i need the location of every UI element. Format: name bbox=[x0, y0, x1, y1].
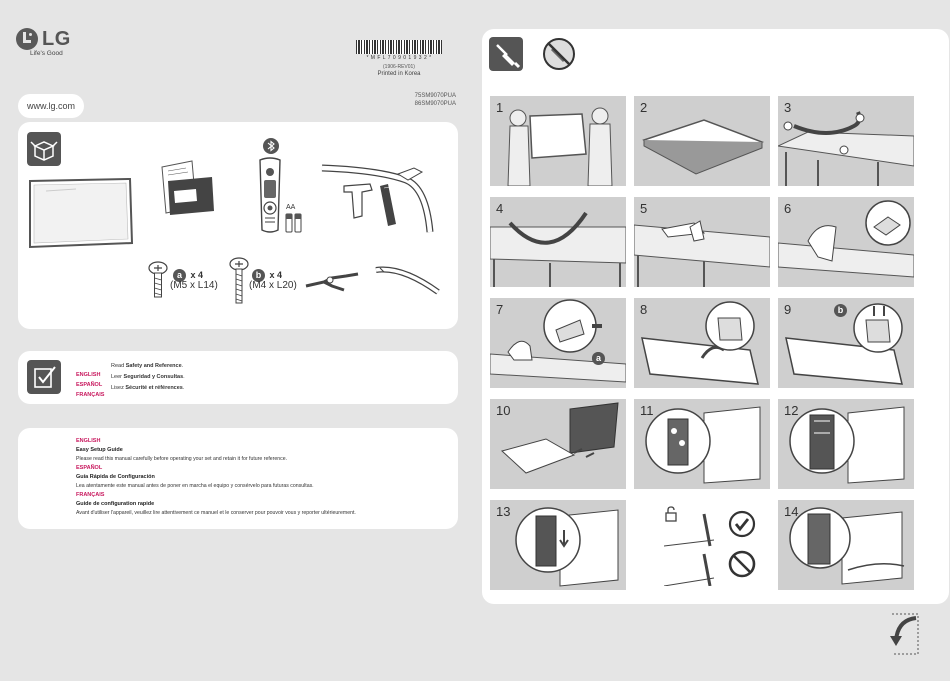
step-number: 10 bbox=[496, 403, 511, 418]
step-illustration bbox=[490, 197, 626, 287]
lg-logo-mark-icon bbox=[16, 28, 38, 50]
step-number: 1 bbox=[496, 100, 504, 115]
step-number: 11 bbox=[640, 403, 654, 418]
safety-doc-name: Seguridad y Consultas bbox=[123, 374, 184, 380]
printed-in: Printed in Korea bbox=[377, 71, 421, 77]
language-label: ENGLISH bbox=[76, 372, 101, 378]
magic-remote-illustration bbox=[254, 156, 286, 234]
guide-body: Lea atentamente este manual antes de poner en marcha el equipo y consérvelo para futuras consultas. bbox=[76, 483, 314, 489]
checklist-icon bbox=[27, 360, 61, 394]
website-link[interactable]: www.lg.com bbox=[18, 94, 84, 118]
screw-b-count: x 4 bbox=[269, 270, 282, 280]
lg-logo bbox=[16, 26, 86, 66]
safety-doc-name: Safety and Reference bbox=[125, 363, 182, 369]
step-card bbox=[778, 500, 914, 590]
step-illustration bbox=[490, 96, 626, 186]
cable-tie-illustration bbox=[372, 262, 442, 298]
step-number: 9 bbox=[784, 302, 792, 317]
screw-a-size: (M5 x L14) bbox=[170, 280, 218, 291]
box-icon bbox=[27, 132, 61, 166]
bluetooth-icon bbox=[263, 138, 279, 154]
language-label: ESPAÑOL bbox=[76, 465, 103, 471]
step-card bbox=[778, 96, 914, 186]
box-contents-panel bbox=[18, 122, 458, 329]
step-illustration bbox=[778, 96, 914, 186]
guide-title: Easy Setup Guide bbox=[76, 447, 123, 453]
language-label: ENGLISH bbox=[76, 438, 101, 444]
step-card bbox=[634, 399, 770, 489]
cable-route-illustration bbox=[664, 506, 724, 586]
screw-a-count: x 4 bbox=[190, 270, 203, 280]
step-illustration bbox=[634, 96, 770, 186]
page-turn-icon bbox=[888, 612, 922, 656]
cable-lock-compare bbox=[634, 500, 770, 590]
safety-text bbox=[111, 374, 185, 380]
step-illustration bbox=[634, 399, 770, 489]
language-label: FRANÇAIS bbox=[76, 392, 105, 398]
safety-panel bbox=[18, 351, 458, 404]
guide-title: Guía Rápida de Configuración bbox=[76, 474, 155, 480]
step-number: 2 bbox=[640, 100, 648, 115]
language-label: FRANÇAIS bbox=[76, 492, 105, 498]
brand-name: LG bbox=[42, 28, 71, 50]
step-card bbox=[634, 197, 770, 287]
step-card bbox=[778, 298, 914, 388]
step-card bbox=[490, 197, 626, 287]
guide-section bbox=[76, 438, 446, 462]
safety-line bbox=[76, 383, 104, 401]
step-number: 7 bbox=[496, 302, 504, 317]
safety-prefix: Read bbox=[111, 363, 126, 369]
step-number: 4 bbox=[496, 201, 504, 216]
step-card bbox=[778, 197, 914, 287]
step-card bbox=[778, 399, 914, 489]
screwdriver-icon bbox=[489, 37, 523, 71]
safety-suffix: . bbox=[181, 363, 184, 369]
screw-b-size: (M4 x L20) bbox=[249, 280, 297, 291]
step-card bbox=[490, 500, 626, 590]
barcode-icon bbox=[356, 40, 442, 54]
step-illustration bbox=[778, 197, 914, 287]
step-illustration bbox=[490, 298, 626, 388]
barcode-number: * M F L 7 0 9 0 1 9 3 2 * bbox=[366, 55, 432, 61]
step-illustration bbox=[634, 298, 770, 388]
screw-b-illustration bbox=[227, 256, 251, 306]
screw-b-letter: b bbox=[252, 269, 265, 282]
model-number: 86SM9070PUA bbox=[414, 101, 456, 107]
manuals-illustration bbox=[156, 157, 220, 221]
step-number: 6 bbox=[784, 201, 792, 216]
screw-a-illustration bbox=[146, 260, 170, 300]
guide-body: Avant d'utiliser l'appareil, veuillez lire attentivement ce manuel et le conserver pour pouvoir vous y reporter ultérieurement. bbox=[76, 510, 356, 516]
step-number: 14 bbox=[784, 504, 799, 519]
barcode-block bbox=[356, 40, 442, 80]
guide-body: Please read this manual carefully before operating your set and retain it for future reference. bbox=[76, 456, 288, 462]
safety-suffix: . bbox=[182, 385, 185, 391]
revision-code: (1906-REV01) bbox=[383, 64, 415, 70]
safety-text bbox=[111, 385, 184, 391]
screw-b-marker: b bbox=[834, 304, 847, 317]
safety-doc-name: Sécurité et références bbox=[125, 385, 183, 391]
guide-panel bbox=[18, 428, 458, 529]
safety-prefix: Lisez bbox=[111, 385, 126, 391]
check-icon bbox=[728, 510, 756, 538]
step-card bbox=[490, 399, 626, 489]
safety-prefix: Leer bbox=[111, 374, 124, 380]
step-card bbox=[634, 298, 770, 388]
step-number: 13 bbox=[496, 504, 511, 519]
cable-holder-illustration bbox=[302, 266, 362, 296]
tv-illustration bbox=[26, 177, 136, 249]
brand-tagline: Life's Good bbox=[30, 50, 63, 57]
step-card bbox=[490, 298, 626, 388]
step-number: 8 bbox=[640, 302, 648, 317]
step-number: 12 bbox=[784, 403, 799, 418]
screw-a-marker: a bbox=[592, 352, 605, 365]
step-number: 5 bbox=[640, 201, 648, 216]
step-card bbox=[490, 96, 626, 186]
step-number: 3 bbox=[784, 100, 792, 115]
step-card bbox=[634, 96, 770, 186]
screw-a-letter: a bbox=[173, 269, 186, 282]
safety-text bbox=[111, 363, 183, 369]
guide-section bbox=[76, 465, 446, 489]
prohibited-icon bbox=[728, 550, 756, 578]
batteries-illustration bbox=[284, 212, 304, 234]
guide-title: Guide de configuration rapide bbox=[76, 501, 155, 507]
safety-suffix: . bbox=[183, 374, 185, 380]
battery-label: AA bbox=[286, 204, 296, 211]
no-tools-icon bbox=[542, 37, 576, 71]
stand-illustration bbox=[318, 160, 442, 236]
step-illustration bbox=[634, 197, 770, 287]
model-number: 75SM9070PUA bbox=[414, 93, 456, 99]
language-label: ESPAÑOL bbox=[76, 382, 103, 388]
guide-section bbox=[76, 492, 446, 516]
